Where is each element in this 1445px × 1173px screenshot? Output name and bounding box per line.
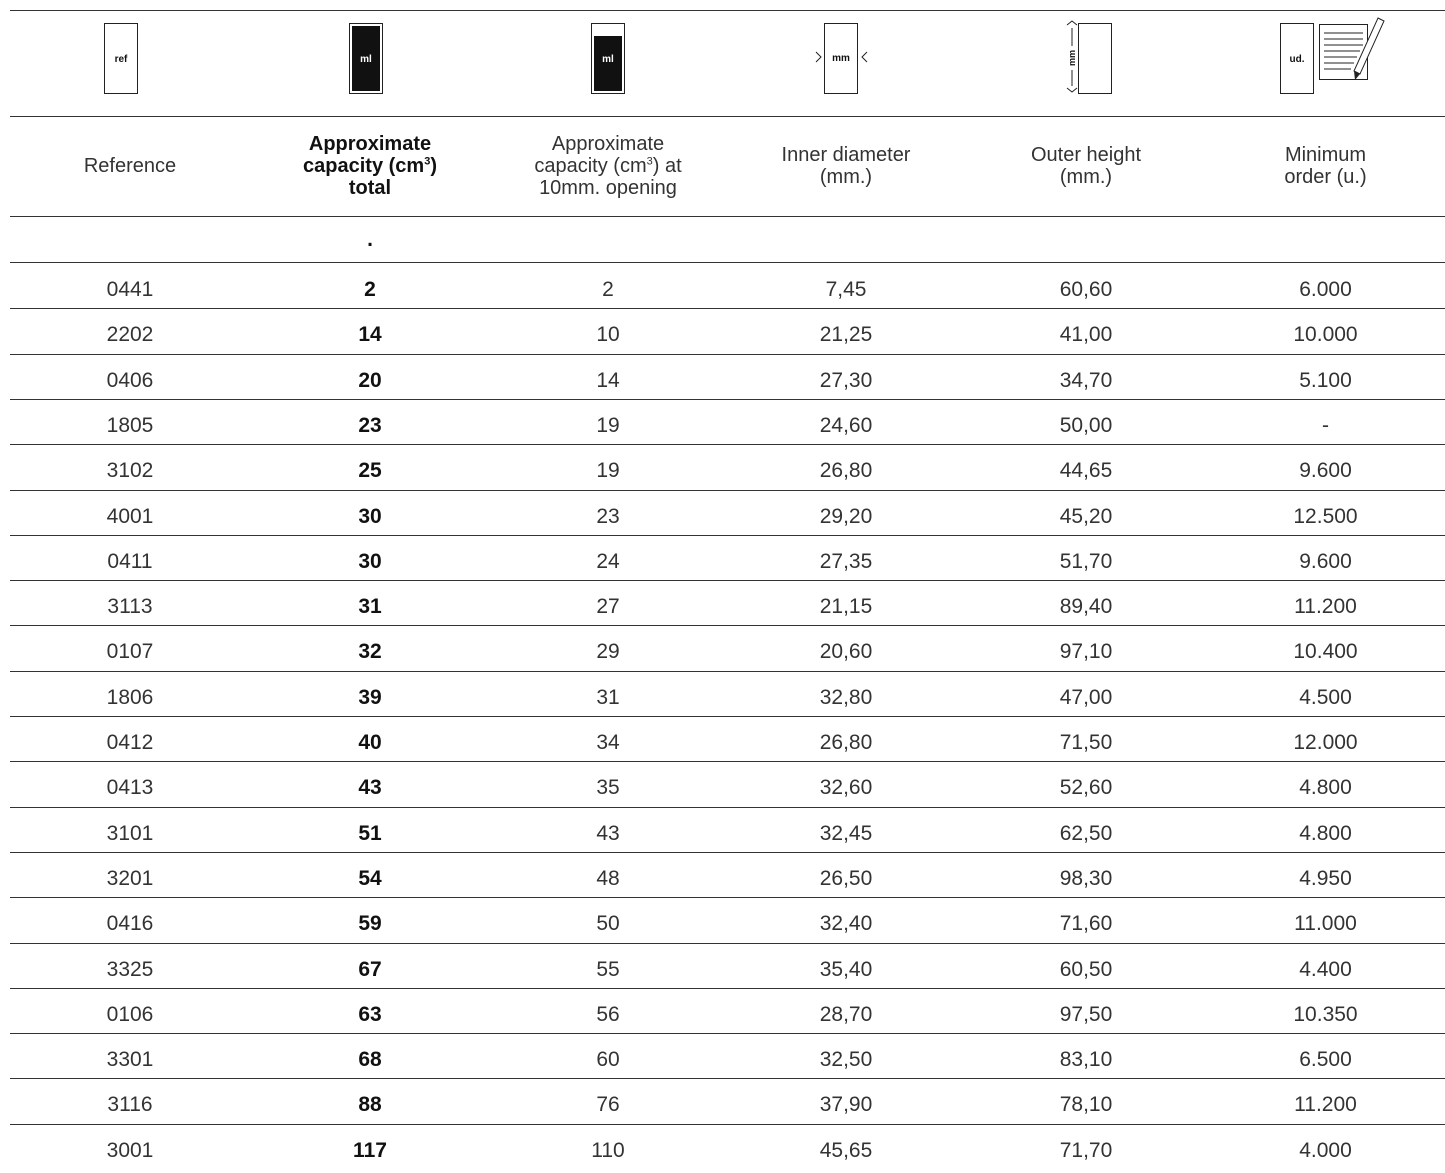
cell-capacity-opening: 19 [596,413,620,437]
table-row [0,539,1445,584]
cell-outer-height: 34,70 [1059,368,1113,392]
cell-capacity-opening: 31 [596,685,620,709]
cell-minimum-order: 11.200 [1294,1092,1357,1116]
row-divider [10,308,1445,309]
header-minimum-order [1206,116,1445,216]
row-divider [10,580,1445,581]
row-divider [10,1078,1445,1079]
row-divider [10,399,1445,400]
table-row [0,358,1445,403]
table-row [0,811,1445,856]
table-row [0,448,1445,493]
cell-capacity-total: 54 [358,866,382,890]
cell-capacity-total: 30 [358,549,382,573]
cell-outer-height: 60,60 [1059,277,1113,301]
cell-outer-height: 71,70 [1059,1138,1113,1162]
table-row [0,856,1445,901]
cell-capacity-total: 20 [358,368,382,392]
cell-capacity-total: 117 [353,1138,387,1162]
header-reference [10,116,250,216]
cell-capacity-total: 51 [358,821,382,845]
cell-reference: 3301 [106,1047,154,1071]
inner-diameter-icon-label: mm [832,53,850,64]
cell-capacity-opening: 48 [596,866,620,890]
cell-inner-diameter: 27,35 [819,549,873,573]
cell-outer-height: 62,50 [1059,821,1113,845]
cell-inner-diameter: 32,60 [819,775,873,799]
cell-capacity-total: 31 [358,594,382,618]
cell-minimum-order: 4.400 [1299,957,1352,981]
cell-reference: 2202 [106,322,154,346]
header-outer-height-line1: Outer height [1030,144,1142,166]
cell-capacity-opening: 23 [596,504,620,528]
header-outer-height-line2: (mm.) [1059,166,1113,188]
header-inner-diameter-line2: (mm.) [819,166,873,188]
cell-minimum-order: 9.600 [1299,549,1352,573]
cell-capacity-total: 59 [358,911,382,935]
cell-inner-diameter: 29,20 [819,504,873,528]
cell-reference: 0441 [106,277,154,301]
cell-reference: 0406 [106,368,154,392]
unit-row [0,217,1445,263]
cell-reference: 0416 [106,911,154,935]
cell-capacity-opening: 2 [602,277,614,301]
cell-reference: 0106 [106,1002,154,1026]
cell-reference: 0412 [106,730,154,754]
cell-reference: 3101 [106,821,154,845]
cell-capacity-total: 32 [358,639,382,663]
cell-outer-height: 44,65 [1059,458,1113,482]
cell-reference: 3325 [106,957,154,981]
header-capacity-total-line3: total [348,177,392,199]
cell-capacity-opening: 55 [596,957,620,981]
cell-outer-height: 52,60 [1059,775,1113,799]
cell-reference: 4001 [106,504,154,528]
cell-capacity-opening: 110 [591,1138,625,1162]
header-capacity-total-line1: Approximate [308,133,432,155]
cell-reference: 3102 [106,458,154,482]
unit-row-rule [10,262,1445,263]
cell-inner-diameter: 28,70 [819,1002,873,1026]
cell-capacity-total: 25 [358,458,382,482]
capacity-total-icon [349,10,383,116]
minimum-order-icon [1280,10,1390,116]
cell-minimum-order: 4.800 [1299,775,1352,799]
table-row [0,1128,1445,1173]
cell-capacity-opening: 35 [596,775,620,799]
row-divider [10,1033,1445,1034]
row-divider [10,1124,1445,1125]
table-row [0,947,1445,992]
cell-inner-diameter: 27,30 [819,368,873,392]
cell-minimum-order: 10.400 [1293,639,1358,663]
cell-capacity-total: 14 [358,322,382,346]
header-capacity-opening [490,116,726,216]
cell-capacity-total: 30 [358,504,382,528]
cell-capacity-opening: 50 [596,911,620,935]
table-row [0,584,1445,629]
cell-capacity-opening: 76 [596,1092,620,1116]
header-capacity-opening-line2: capacity $(cm^3)$ at [534,155,682,177]
reference-icon-label: ref [114,54,128,65]
cell-capacity-opening: 56 [596,1002,620,1026]
cell-inner-diameter: 26,50 [819,866,873,890]
outer-height-icon [1062,10,1112,116]
cell-inner-diameter: 21,25 [819,322,873,346]
cell-inner-diameter: 32,80 [819,685,873,709]
table-row [0,992,1445,1037]
cell-inner-diameter: 21,15 [819,594,873,618]
cell-capacity-total: 39 [358,685,382,709]
cell-minimum-order: 5.100 [1299,368,1352,392]
cell-outer-height: 89,40 [1059,594,1113,618]
cell-outer-height: 97,10 [1059,639,1113,663]
header-inner-diameter [726,116,966,216]
cell-reference: 3113 [107,594,153,618]
cell-capacity-total: 67 [358,957,382,981]
cell-capacity-total: 63 [358,1002,382,1026]
inner-diameter-icon [812,10,872,116]
cell-capacity-opening: 29 [596,639,620,663]
cell-capacity-opening: 14 [596,368,620,392]
cell-inner-diameter: 37,90 [819,1092,873,1116]
row-divider [10,444,1445,445]
table-row [0,629,1445,674]
cell-reference: 3001 [106,1138,154,1162]
cell-minimum-order: 4.950 [1299,866,1352,890]
cell-outer-height: 71,60 [1059,911,1113,935]
table-row [0,1037,1445,1082]
row-divider [10,625,1445,626]
cell-inner-diameter: 32,50 [819,1047,873,1071]
cell-inner-diameter: 26,80 [819,458,873,482]
table-row [0,901,1445,946]
cell-minimum-order: 11.200 [1294,594,1357,618]
cell-minimum-order: 12.500 [1293,504,1358,528]
cell-capacity-total: 23 [358,413,382,437]
unit-row-capacity-total: . [367,228,373,251]
cell-reference: 0413 [106,775,154,799]
header-inner-diameter-line1: Inner diameter [781,144,911,166]
header-outer-height [966,116,1206,216]
cell-reference: 0107 [106,639,154,663]
reference-icon [104,10,138,116]
cell-outer-height: 45,20 [1059,504,1113,528]
cell-inner-diameter: 7,45 [825,277,867,301]
cell-minimum-order: 12.000 [1293,730,1358,754]
cell-capacity-opening: 60 [596,1047,620,1071]
minimum-order-icon-label: ud. [1289,54,1305,65]
row-divider [10,807,1445,808]
cell-reference: 3201 [106,866,154,890]
row-divider [10,988,1445,989]
cell-outer-height: 50,00 [1059,413,1113,437]
cell-capacity-total: 68 [358,1047,382,1071]
cell-outer-height: 97,50 [1059,1002,1113,1026]
cell-minimum-order: 10.000 [1293,322,1358,346]
cell-reference: 3116 [107,1092,153,1116]
cell-inner-diameter: 26,80 [819,730,873,754]
header-reference-label: Reference [83,155,177,177]
header-capacity-opening-line1: Approximate [551,133,665,155]
header-minimum-order-line1: Minimum [1284,144,1367,166]
cell-inner-diameter: 32,45 [819,821,873,845]
row-divider [10,897,1445,898]
row-divider [10,354,1445,355]
cell-outer-height: 78,10 [1059,1092,1113,1116]
cell-minimum-order: 4.800 [1299,821,1352,845]
row-divider [10,761,1445,762]
icon-row [0,10,1445,116]
cell-capacity-opening: 34 [596,730,620,754]
cell-capacity-total: 43 [358,775,382,799]
cell-outer-height: 98,30 [1059,866,1113,890]
cell-capacity-opening: 19 [596,458,620,482]
cell-reference: 1805 [106,413,154,437]
cell-outer-height: 71,50 [1059,730,1113,754]
header-minimum-order-line2: order (u.) [1284,166,1367,188]
cell-capacity-total: 88 [358,1092,382,1116]
table-row [0,267,1445,312]
order-form-icon [1320,18,1385,80]
table-row [0,720,1445,765]
row-divider [10,490,1445,491]
row-divider [10,852,1445,853]
table-row [0,312,1445,357]
table-row [0,675,1445,720]
cell-inner-diameter: 35,40 [819,957,873,981]
cell-reference: 0411 [107,549,153,573]
row-divider [10,535,1445,536]
cell-capacity-total: 2 [364,277,376,301]
cell-outer-height: 83,10 [1059,1047,1113,1071]
row-divider [10,716,1445,717]
cell-minimum-order: 10.350 [1293,1002,1358,1026]
table-row [0,765,1445,810]
cell-minimum-order: 4.500 [1299,685,1352,709]
cell-capacity-opening: 24 [596,549,620,573]
outer-height-icon-label: mm [1067,49,1077,67]
cell-minimum-order: - [1322,413,1329,437]
column-header-row [0,116,1445,216]
cell-reference: 1806 [106,685,154,709]
table-row [0,1082,1445,1127]
cell-minimum-order: 4.000 [1299,1138,1352,1162]
header-capacity-total-line2: capacity $(cm^3)$ [303,155,437,177]
table-row [0,494,1445,539]
cell-inner-diameter: 45,65 [819,1138,873,1162]
cell-inner-diameter: 20,60 [819,639,873,663]
row-divider [10,943,1445,944]
capacity-total-icon-label: ml [360,54,372,65]
cell-inner-diameter: 32,40 [819,911,873,935]
cell-capacity-opening: 43 [596,821,620,845]
row-divider [10,671,1445,672]
header-capacity-opening-line3: 10mm. opening [539,177,677,199]
cell-outer-height: 60,50 [1059,957,1113,981]
table-row [0,403,1445,448]
cell-minimum-order: 6.500 [1299,1047,1352,1071]
cell-minimum-order: 6.000 [1299,277,1352,301]
cell-minimum-order: 11.000 [1294,911,1357,935]
cell-capacity-opening: 10 [596,322,620,346]
cell-capacity-total: 40 [358,730,382,754]
cell-minimum-order: 9.600 [1299,458,1352,482]
header-capacity-total [250,116,490,216]
capacity-opening-icon [591,10,625,116]
cell-outer-height: 41,00 [1059,322,1113,346]
capacity-opening-icon-label: ml [602,54,614,65]
cell-capacity-opening: 27 [596,594,620,618]
cell-outer-height: 51,70 [1059,549,1113,573]
cell-inner-diameter: 24,60 [819,413,873,437]
cell-outer-height: 47,00 [1059,685,1113,709]
